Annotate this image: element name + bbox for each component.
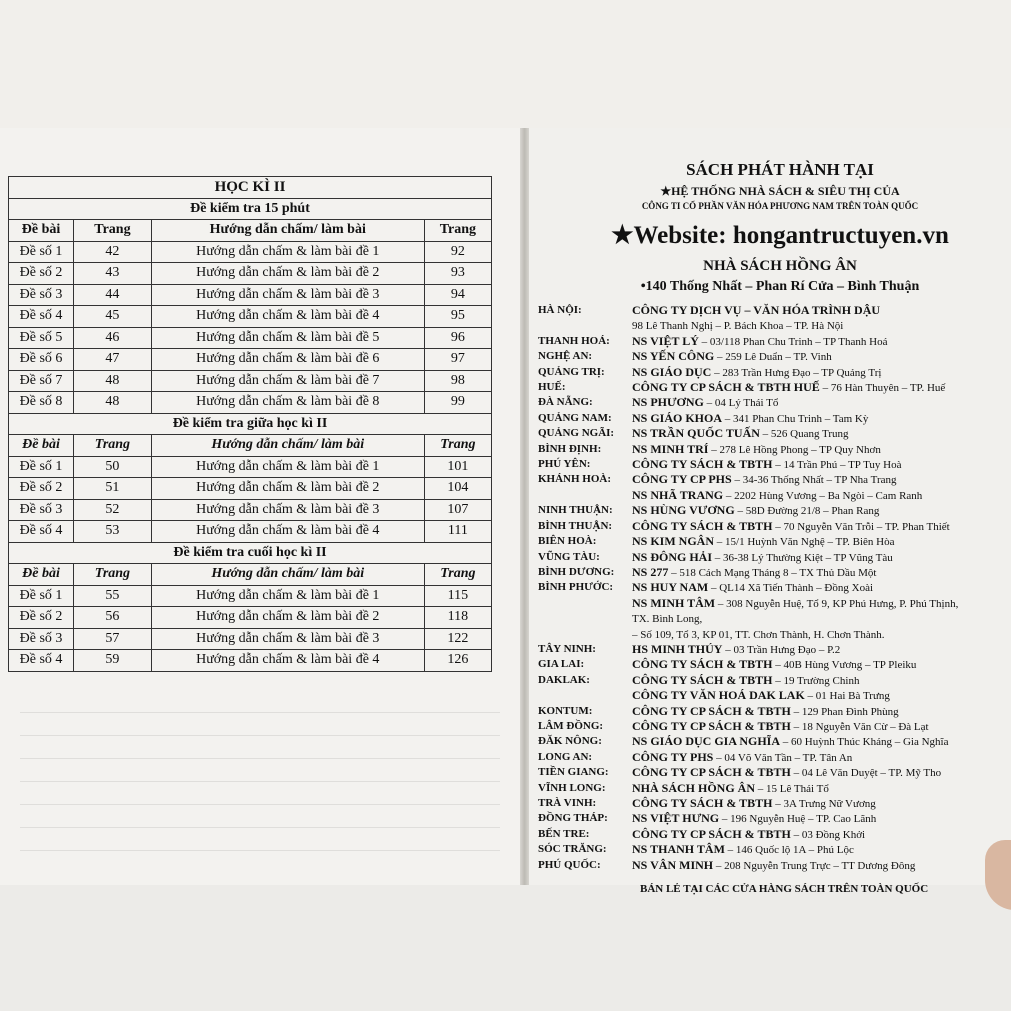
list-item: [538, 719, 1008, 734]
table-cell: 118: [424, 607, 491, 629]
list-item: [538, 765, 1008, 780]
store-address: – 146 Quốc lộ 1A – Phú Lộc: [724, 844, 854, 857]
store-name: NS 277: [632, 564, 669, 579]
store-entry: [632, 395, 1008, 410]
store-name: NS ĐÔNG HẢI: [632, 549, 713, 564]
province-label: BẾN TRE:: [538, 827, 590, 840]
table-cell: Đề số 3: [9, 628, 74, 650]
table-cell: Hướng dẫn chấm & làm bài đề 2: [151, 478, 424, 500]
table-row: [9, 327, 492, 349]
store-name: HS MINH THÚY: [632, 641, 723, 656]
retail-footer: BÁN LẺ TẠI CÁC CỬA HÀNG SÁCH TRÊN TOÀN QUỐC: [640, 883, 929, 895]
list-item: [538, 627, 1008, 642]
list-item: [538, 380, 1008, 395]
store-name: NS NHÃ TRANG: [632, 487, 724, 502]
store-name: NHÀ SÁCH HỒNG ÂN: [632, 780, 756, 795]
store-entry: [632, 596, 1008, 611]
table-cell: Hướng dẫn chấm & làm bài đề 4: [151, 650, 424, 672]
list-item: [538, 426, 1008, 441]
store-entry: [632, 411, 1008, 426]
table-cell: Hướng dẫn chấm & làm bài đề 5: [151, 327, 424, 349]
list-item: [538, 565, 1008, 580]
store-address: – 60 Huỳnh Thúc Kháng – Gia Nghĩa: [780, 736, 949, 749]
store-entry: [632, 781, 1008, 796]
store-address: – 518 Cách Mạng Tháng 8 – TX Thủ Dầu Một: [668, 566, 877, 579]
province-label: QUẢNG NGÃI:: [538, 427, 615, 440]
table-row: [9, 177, 492, 199]
table-row: [9, 564, 492, 586]
table-cell: Hướng dẫn chấm & làm bài đề 3: [151, 284, 424, 306]
store-entry: [632, 611, 1008, 626]
store-entry: [632, 827, 1008, 842]
store-address: – 14 Trần Phú – TP Tuy Hoà: [772, 459, 902, 472]
table-cell: 93: [424, 263, 491, 285]
store-address: 98 Lê Thanh Nghị – P. Bách Khoa – TP. Hà Nội: [632, 320, 844, 333]
table-row: [9, 456, 492, 478]
table-cell: 95: [424, 306, 491, 328]
province-label: QUẢNG TRỊ:: [538, 365, 605, 378]
table-cell: 50: [74, 456, 152, 478]
store-name: CÔNG TY SÁCH & TBTH: [632, 672, 773, 687]
list-item: [538, 488, 1008, 503]
store-address: – 341 Phan Chu Trinh – Tam Kỳ: [722, 412, 869, 425]
list-item: [538, 334, 1008, 349]
store-address: – 19 Trường Chinh: [772, 674, 860, 687]
store-entry: [632, 627, 1008, 642]
store-name: NS PHƯƠNG: [632, 395, 704, 410]
table-cell: 92: [424, 241, 491, 263]
store-entry: [632, 349, 1008, 364]
store-name: NS HUY NAM: [632, 580, 709, 595]
semester-heading: HỌC KÌ II: [9, 177, 492, 199]
store-entry: [632, 796, 1008, 811]
store-entry: [632, 534, 1008, 549]
table-cell: Hướng dẫn chấm & làm bài đề 4: [151, 521, 424, 543]
list-item: [538, 395, 1008, 410]
table-row: [9, 392, 492, 414]
store-address: – 129 Phan Đình Phùng: [790, 705, 899, 718]
list-item: [538, 704, 1008, 719]
table-cell: Đề số 6: [9, 349, 74, 371]
list-item: [538, 534, 1008, 549]
table-cell: Hướng dẫn chấm & làm bài đề 1: [151, 241, 424, 263]
store-name: NS GIÁO KHOA: [632, 410, 723, 425]
store-name: CÔNG TY CP PHS: [632, 472, 732, 487]
store-entry: [632, 673, 1008, 688]
list-item: [538, 811, 1008, 826]
province-label: BÌNH ĐỊNH:: [538, 442, 602, 455]
table-row: [9, 607, 492, 629]
column-header: Hướng dẫn chấm/ làm bài: [151, 220, 424, 242]
table-cell: Đề số 1: [9, 241, 74, 263]
list-item: [538, 365, 1008, 380]
table-cell: 44: [74, 284, 152, 306]
list-item: [538, 442, 1008, 457]
table-cell: 42: [74, 241, 152, 263]
province-label: PHÚ QUỐC:: [538, 858, 601, 871]
table-cell: 43: [74, 263, 152, 285]
province-label: ĐĂK NÔNG:: [538, 735, 602, 748]
table-cell: 122: [424, 628, 491, 650]
store-name: NS MINH TÂM: [632, 595, 716, 610]
table-row: [9, 349, 492, 371]
table-cell: 48: [74, 392, 152, 414]
table-row: [9, 435, 492, 457]
list-item: [538, 303, 1008, 318]
province-label: HUẾ:: [538, 381, 566, 394]
shop-name: NHÀ SÁCH HỒNG ÂN: [703, 258, 857, 274]
list-item: [538, 842, 1008, 857]
store-address: – 208 Nguyễn Trung Trực – TT Dương Đông: [713, 859, 916, 872]
table-cell: Đề số 2: [9, 263, 74, 285]
table-row: [9, 306, 492, 328]
list-item: [538, 503, 1008, 518]
store-entry: [632, 719, 1008, 734]
column-header: Trang: [74, 220, 152, 242]
province-label: TRÀ VINH:: [538, 797, 597, 809]
table-cell: Hướng dẫn chấm & làm bài đề 1: [151, 456, 424, 478]
table-cell: Đề số 2: [9, 607, 74, 629]
list-item: [538, 472, 1008, 487]
bookstore-list: [538, 303, 1008, 873]
table-row: [9, 650, 492, 672]
table-row: [9, 263, 492, 285]
table-cell: Đề số 8: [9, 392, 74, 414]
store-name: CÔNG TY CP SÁCH & TBTH: [632, 765, 791, 780]
store-address: – Số 109, Tổ 3, KP 01, TT. Chơn Thành, H. Chơn Thành.: [632, 628, 885, 641]
list-item: [538, 734, 1008, 749]
company-subtitle: CÔNG TI CỔ PHẦN VĂN HÓA PHƯƠNG NAM TRÊN TOÀN QUỐC: [641, 201, 919, 211]
list-item: [538, 349, 1008, 364]
store-entry: [632, 858, 1008, 873]
table-cell: 56: [74, 607, 152, 629]
list-item: [538, 318, 1008, 333]
schedule-table: [8, 176, 492, 672]
store-address: – 15 Lê Thái Tổ: [755, 782, 829, 795]
list-item: [538, 611, 1008, 626]
store-name: NS MINH TRÍ: [632, 441, 709, 456]
province-label: SÓC TRĂNG:: [538, 843, 607, 856]
list-item: [538, 457, 1008, 472]
table-cell: Đề số 7: [9, 370, 74, 392]
table-cell: Đề số 1: [9, 585, 74, 607]
table-cell: Đề số 4: [9, 306, 74, 328]
table-cell: 59: [74, 650, 152, 672]
store-address: – 2202 Hùng Vương – Ba Ngòi – Cam Ranh: [723, 489, 923, 502]
table-row: [9, 628, 492, 650]
table-cell: 107: [424, 499, 491, 521]
store-name: CÔNG TY CP SÁCH & TBTH: [632, 703, 791, 718]
list-item: [538, 642, 1008, 657]
store-entry: [632, 734, 1008, 749]
store-entry: [632, 565, 1008, 580]
table-cell: 45: [74, 306, 152, 328]
list-item: [538, 596, 1008, 611]
store-address: – 03 Đồng Khởi: [790, 828, 866, 841]
store-address: – 04 Lý Thái Tổ: [703, 397, 779, 410]
store-address: – 01 Hai Bà Trưng: [804, 690, 890, 703]
background-top: [0, 0, 1011, 128]
table-cell: Hướng dẫn chấm & làm bài đề 3: [151, 628, 424, 650]
table-cell: Hướng dẫn chấm & làm bài đề 8: [151, 392, 424, 414]
table-row: [9, 585, 492, 607]
province-label: DAKLAK:: [538, 673, 590, 686]
province-label: [538, 688, 632, 703]
province-label: [538, 318, 632, 333]
province-label: [538, 611, 632, 626]
column-header: Trang: [74, 435, 152, 457]
list-item: [538, 657, 1008, 672]
store-entry: [632, 380, 1008, 395]
table-cell: Đề số 4: [9, 521, 74, 543]
table-cell: 51: [74, 478, 152, 500]
table-cell: Đề số 2: [9, 478, 74, 500]
table-cell: 126: [424, 650, 491, 672]
store-address: – 40B Hùng Vương – TP Pleiku: [772, 659, 917, 672]
store-entry: [632, 750, 1008, 765]
store-entry: [632, 688, 1008, 703]
list-item: [538, 827, 1008, 842]
store-name: CÔNG TY CP SÁCH & TBTH HUẾ: [632, 380, 820, 395]
store-address: – 283 Trần Hưng Đạo – TP Quảng Trị: [711, 366, 882, 379]
table-cell: 53: [74, 521, 152, 543]
table-cell: Hướng dẫn chấm & làm bài đề 1: [151, 585, 424, 607]
store-name: NS TRẦN QUỐC TUẤN: [632, 426, 760, 441]
store-address: TX. Bình Long,: [632, 613, 703, 626]
table-row: [9, 413, 492, 435]
table-cell: Hướng dẫn chấm & làm bài đề 4: [151, 306, 424, 328]
store-address: – 15/1 Huỳnh Văn Nghệ – TP. Biên Hòa: [714, 536, 895, 549]
province-label: PHÚ YÊN:: [538, 458, 591, 471]
list-item: [538, 550, 1008, 565]
table-cell: 98: [424, 370, 491, 392]
province-label: [538, 627, 632, 642]
table-row: [9, 370, 492, 392]
store-address: – 04 Lê Văn Duyệt – TP. Mỹ Tho: [790, 767, 942, 780]
list-item: [538, 858, 1008, 873]
table-cell: Hướng dẫn chấm & làm bài đề 2: [151, 263, 424, 285]
column-header: Hướng dẫn chấm/ làm bài: [151, 564, 424, 586]
store-address: – 76 Hàn Thuyên – TP. Huế: [819, 382, 946, 395]
column-header: Đề bài: [9, 435, 74, 457]
store-entry: [632, 334, 1008, 349]
table-cell: 47: [74, 349, 152, 371]
table-cell: 104: [424, 478, 491, 500]
store-address: – 259 Lê Duẩn – TP. Vinh: [714, 351, 832, 364]
book-spine: [520, 128, 529, 885]
store-entry: [632, 365, 1008, 380]
list-item: [538, 580, 1008, 595]
section-title: Đề kiểm tra cuối học kì II: [9, 542, 492, 564]
column-header: Hướng dẫn chấm/ làm bài: [151, 435, 424, 457]
table-cell: Đề số 4: [9, 650, 74, 672]
list-item: [538, 673, 1008, 688]
province-label: KONTUM:: [538, 704, 593, 717]
store-entry: [632, 472, 1008, 487]
store-address: – 70 Nguyễn Văn Trỗi – TP. Phan Thiết: [772, 520, 950, 533]
store-address: – QL14 Xã Tiến Thành – Đồng Xoài: [708, 582, 874, 595]
table-cell: Hướng dẫn chấm & làm bài đề 2: [151, 607, 424, 629]
column-header: Trang: [424, 564, 491, 586]
store-name: NS GIÁO DỤC GIA NGHĨA: [632, 734, 781, 749]
store-address: – 04 Võ Văn Tần – TP. Tân An: [713, 751, 853, 764]
table-cell: 55: [74, 585, 152, 607]
province-label: BÌNH THUẬN:: [538, 519, 613, 532]
table-cell: 96: [424, 327, 491, 349]
store-address: – 36-38 Lý Thường Kiệt – TP Vũng Tàu: [712, 551, 893, 564]
store-entry: [632, 657, 1008, 672]
province-label: ĐÀ NẴNG:: [538, 396, 593, 409]
table-cell: Hướng dẫn chấm & làm bài đề 6: [151, 349, 424, 371]
province-label: BÌNH PHƯỚC:: [538, 581, 614, 594]
table-row: [9, 220, 492, 242]
list-item: [538, 519, 1008, 534]
province-label: KHÁNH HOÀ:: [538, 473, 612, 486]
show-through-lines: [20, 690, 500, 870]
table-cell: 57: [74, 628, 152, 650]
store-entry: [632, 503, 1008, 518]
province-label: THANH HOÁ:: [538, 334, 610, 347]
background-bottom: [0, 885, 1011, 1011]
store-name: CÔNG TY PHS: [632, 749, 714, 764]
store-entry: [632, 318, 1008, 333]
list-item: [538, 781, 1008, 796]
table-cell: Đề số 1: [9, 456, 74, 478]
column-header: Trang: [74, 564, 152, 586]
province-label: VŨNG TÀU:: [538, 550, 600, 563]
province-label: [538, 596, 632, 611]
store-name: CÔNG TY SÁCH & TBTH: [632, 796, 773, 810]
section-title: Đề kiểm tra giữa học kì II: [9, 413, 492, 435]
table-cell: 46: [74, 327, 152, 349]
table-cell: 97: [424, 349, 491, 371]
store-entry: [632, 550, 1008, 565]
table-cell: 94: [424, 284, 491, 306]
store-entry: [632, 442, 1008, 457]
list-item: [538, 750, 1008, 765]
store-address: – 3A Trưng Nữ Vương: [772, 798, 876, 810]
table-cell: Hướng dẫn chấm & làm bài đề 3: [151, 499, 424, 521]
store-name: NS HÙNG VƯƠNG: [632, 503, 735, 518]
table-cell: 111: [424, 521, 491, 543]
province-label: NGHỆ AN:: [538, 350, 593, 363]
table-cell: 99: [424, 392, 491, 414]
store-name: NS VIỆT LÝ: [632, 333, 699, 348]
province-label: BIÊN HOÀ:: [538, 535, 597, 548]
table-cell: 52: [74, 499, 152, 521]
store-entry: [632, 842, 1008, 857]
column-header: Đề bài: [9, 220, 74, 242]
table-row: [9, 198, 492, 220]
province-label: QUẢNG NAM:: [538, 411, 612, 424]
table-cell: 101: [424, 456, 491, 478]
province-label: [538, 488, 632, 503]
table-cell: Hướng dẫn chấm & làm bài đề 7: [151, 370, 424, 392]
store-entry: [632, 488, 1008, 503]
province-label: ĐỒNG THÁP:: [538, 812, 608, 825]
store-address: – 58D Đường 21/8 – Phan Rang: [734, 505, 880, 518]
province-label: BÌNH DƯƠNG:: [538, 565, 615, 578]
store-entry: [632, 426, 1008, 441]
province-label: LÂM ĐỒNG:: [538, 719, 604, 732]
table-cell: Đề số 5: [9, 327, 74, 349]
store-entry: [632, 642, 1008, 657]
store-name: CÔNG TY VĂN HOÁ DAK LAK: [632, 688, 805, 703]
store-name: NS YẾN CÔNG: [632, 349, 715, 364]
shop-address: •140 Thống Nhất – Phan Rí Cửa – Bình Thuận: [640, 279, 920, 294]
column-header: Trang: [424, 435, 491, 457]
table-row: [9, 499, 492, 521]
distribution-title: SÁCH PHÁT HÀNH TẠI: [686, 160, 874, 179]
list-item: [538, 411, 1008, 426]
store-name: CÔNG TY CP SÁCH & TBTH: [632, 718, 791, 733]
schedule-table-container: [8, 176, 492, 672]
store-address: – 03/118 Phan Chu Trinh – TP Thanh Hoá: [698, 335, 888, 348]
website-label: ★Website: hongantructuyen.vn: [611, 222, 949, 249]
list-item: [538, 796, 1008, 811]
store-name: NS KIM NGÂN: [632, 534, 715, 549]
store-name: NS THANH TÂM: [632, 842, 725, 857]
column-header: Đề bài: [9, 564, 74, 586]
province-label: LONG AN:: [538, 750, 593, 763]
table-row: [9, 284, 492, 306]
table-row: [9, 521, 492, 543]
store-entry: [632, 457, 1008, 472]
store-address: – 308 Nguyễn Huệ, Tổ 9, KP Phú Hưng, P. Phú Thịnh,: [715, 597, 959, 610]
store-entry: [632, 765, 1008, 780]
store-name: NS GIÁO DỤC: [632, 364, 712, 379]
distribution-subtitle: ★HỆ THỐNG NHÀ SÁCH & SIÊU THỊ CỦA: [660, 184, 900, 198]
store-name: CÔNG TY SÁCH & TBTH: [632, 518, 773, 533]
table-cell: 48: [74, 370, 152, 392]
store-name: NS VIỆT HƯNG: [632, 811, 720, 826]
table-cell: 115: [424, 585, 491, 607]
province-label: TÂY NINH:: [538, 642, 596, 655]
store-address: – 03 Trần Hưng Đạo – P.2: [722, 643, 841, 656]
store-address: – 196 Nguyễn Huệ – TP. Cao Lãnh: [719, 813, 877, 826]
table-row: [9, 241, 492, 263]
store-name: CÔNG TY DỊCH VỤ – VĂN HÓA TRÌNH DẬU: [632, 303, 881, 317]
store-address: – 34-36 Thống Nhất – TP Nha Trang: [731, 474, 897, 487]
province-label: TIỀN GIANG:: [538, 766, 609, 779]
table-row: [9, 542, 492, 564]
table-cell: Đề số 3: [9, 499, 74, 521]
table-cell: Đề số 3: [9, 284, 74, 306]
store-name: CÔNG TY SÁCH & TBTH: [632, 457, 773, 472]
section-title: Đề kiểm tra 15 phút: [9, 198, 492, 220]
list-item: [538, 688, 1008, 703]
store-address: – 526 Quang Trung: [759, 428, 849, 441]
store-entry: [632, 303, 1008, 318]
store-name: CÔNG TY CP SÁCH & TBTH: [632, 826, 791, 841]
store-address: – 18 Nguyễn Văn Cừ – Đà Lạt: [790, 720, 929, 733]
store-entry: [632, 580, 1008, 595]
province-label: NINH THUẬN:: [538, 504, 613, 517]
store-name: CÔNG TY SÁCH & TBTH: [632, 657, 773, 672]
province-label: HÀ NỘI:: [538, 304, 582, 316]
province-label: VĨNH LONG:: [538, 781, 606, 794]
store-entry: [632, 704, 1008, 719]
store-name: NS VÂN MINH: [632, 857, 714, 872]
province-label: GIA LAI:: [538, 658, 585, 671]
store-address: – 278 Lê Hồng Phong – TP Quy Nhơn: [708, 443, 881, 456]
store-entry: [632, 519, 1008, 534]
column-header: Trang: [424, 220, 491, 242]
store-entry: [632, 811, 1008, 826]
table-row: [9, 478, 492, 500]
